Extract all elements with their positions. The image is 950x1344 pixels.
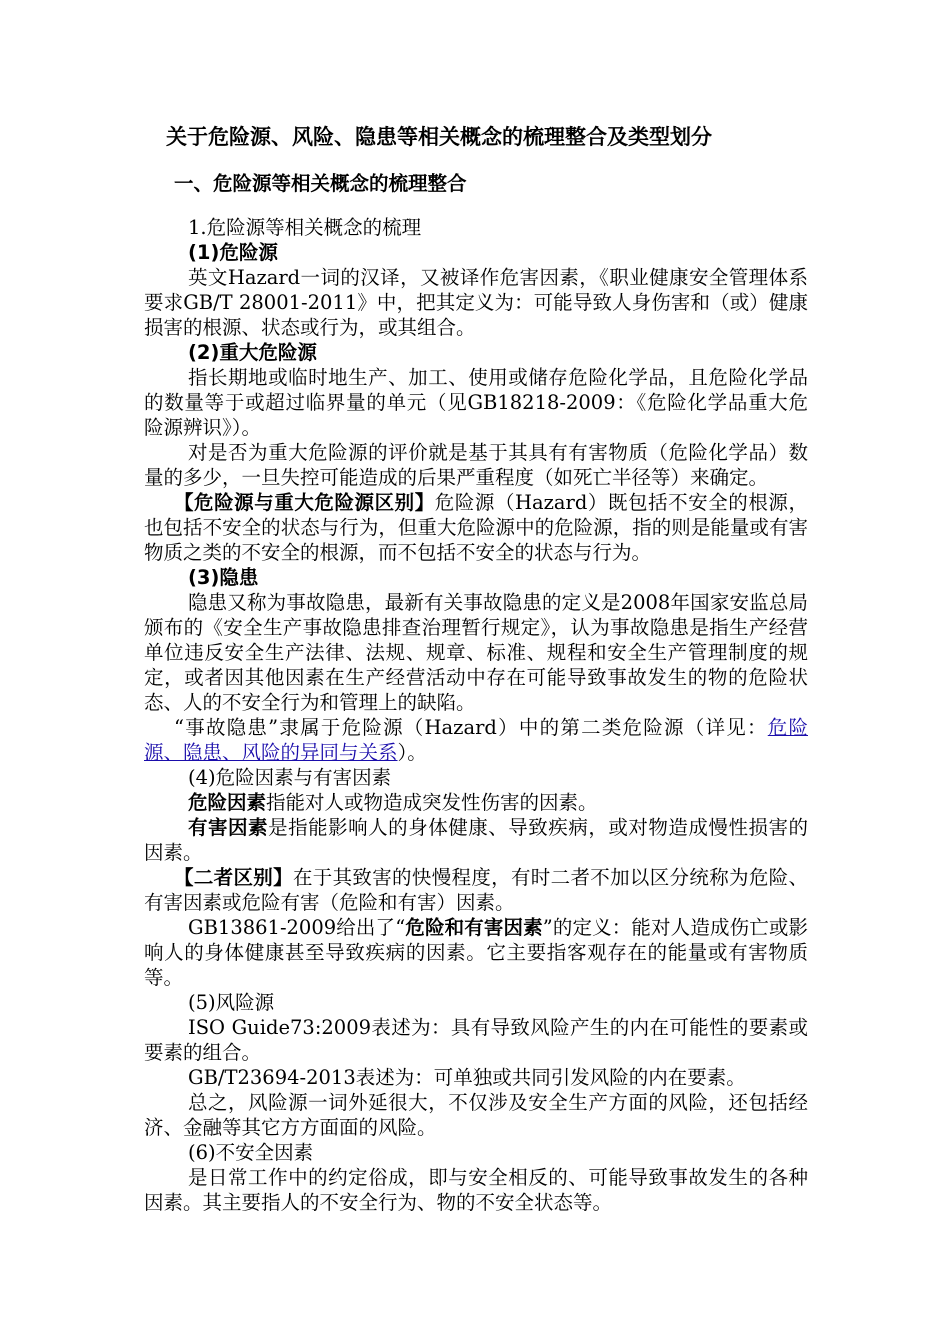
gb-text-pre: GB13861-2009给出了“ (188, 916, 406, 939)
unsafe-factors-paragraph: 是日常工作中的约定俗成，即与安全相反的、可能导致事故发生的各种因素。其主要指人的不安全行为、物的不安全状态等。 (144, 1166, 808, 1214)
hidden-danger-paragraph-1: 隐患又称为事故隐患，最新有关事故隐患的定义是2008年国家安监总局颁布的《安全生产事故隐患排查治理暂行规定》，认为事故隐患是指生产经营单位违反安全生产法律、法规、规章、标准、规程和安全生产管理制度的规定，或者因其他因素在生产经营活动中存在可能导致事故发生的物的危险状态、人的不安全行为和管理上的缺陷。 (144, 591, 808, 714)
major-hazard-paragraph-2: 对是否为重大危险源的评价就是基于其具有有害物质（危险化学品）数量的多少，一旦失控可能造成的后果严重程度（如死亡半径等）来确定。 (144, 441, 808, 489)
risk-source-paragraph-3: 总之，风险源一词外延很大，不仅涉及安全生产方面的风险，还包括经济、金融等其它方方面面的风险。 (144, 1091, 808, 1139)
document-page (144, 124, 808, 1215)
harm-factor-text: 是指能影响人的身体健康、导致疾病，或对物造成慢性损害的因素。 (144, 816, 808, 864)
harm-factor-paragraph (144, 815, 808, 865)
major-hazard-heading: (2)重大危险源 (188, 341, 317, 364)
hidden-danger-text-post: ）。 (397, 741, 427, 764)
factors-difference (144, 865, 808, 915)
danger-factor-label: 危险因素 (188, 791, 267, 814)
hazard-heading: (1)危险源 (188, 241, 278, 264)
factors-heading: (4)危险因素与有害因素 (188, 766, 392, 789)
hidden-danger-heading: (3)隐患 (188, 566, 259, 589)
major-hazard-paragraph-1: 指长期地或临时地生产、加工、使用或储存危险化学品，且危险化学品的数量等于或超过临界量的单元（见GB18218-2009：《危险化学品重大危险源辨识》）。 (144, 366, 808, 439)
gb-text-post: ”的定义：能对人造成伤亡或影响人的身体健康甚至导致疾病的因素。它主要指客观存在的能量或有害物质等。 (144, 916, 808, 989)
subsection-heading: 1.危险源等相关概念的梳理 (188, 216, 422, 239)
difference-label: 【危险源与重大危险源区别】 (174, 491, 435, 514)
unsafe-factors-heading: (6)不安全因素 (188, 1141, 314, 1164)
risk-source-paragraph-1: ISO Guide73:2009表述为：具有导致风险产生的内在可能性的要素或要素的组合。 (144, 1016, 808, 1064)
gb-definition-paragraph (144, 915, 808, 990)
hidden-danger-paragraph-2 (144, 715, 808, 765)
hazard-relationship-link[interactable]: 危险源、隐患、风险的异同与关系 (144, 716, 808, 764)
hazard-paragraph: 英文Hazard一词的汉译，又被译作危害因素，《职业健康安全管理体系要求GB/T 28001-2011》中，把其定义为：可能导致人身伤害和（或）健康损害的根源、状态或行为，或其组合。 (144, 266, 808, 339)
major-hazard-difference (144, 490, 808, 565)
factors-difference-text: 在于其致害的快慢程度，有时二者不加以区分统称为危险、有害因素或危险有害（危险和有害）因素。 (144, 866, 808, 914)
factors-difference-label: 【二者区别】 (174, 866, 293, 889)
difference-text: 危险源（Hazard）既包括不安全的根源，也包括不安全的状态与行为，但重大危险源中的危险源，指的则是能量或有害物质之类的不安全的根源，而不包括不安全的状态与行为。 (144, 491, 808, 564)
danger-factor-paragraph (144, 790, 808, 815)
gb-bold-term: 危险和有害因素 (405, 916, 543, 939)
risk-source-heading: (5)风险源 (188, 991, 275, 1014)
hidden-danger-text-pre: “事故隐患”隶属于危险源（Hazard）中的第二类危险源（详见： (174, 716, 768, 739)
document-title: 关于危险源、风险、隐患等相关概念的梳理整合及类型划分 (166, 125, 712, 149)
harm-factor-label: 有害因素 (188, 816, 269, 839)
risk-source-paragraph-2: GB/T23694-2013表述为：可单独或共同引发风险的内在要素。 (188, 1066, 746, 1089)
section-heading: 一、危险源等相关概念的梳理整合 (174, 171, 467, 195)
danger-factor-text: 指能对人或物造成突发性伤害的因素。 (266, 791, 598, 814)
